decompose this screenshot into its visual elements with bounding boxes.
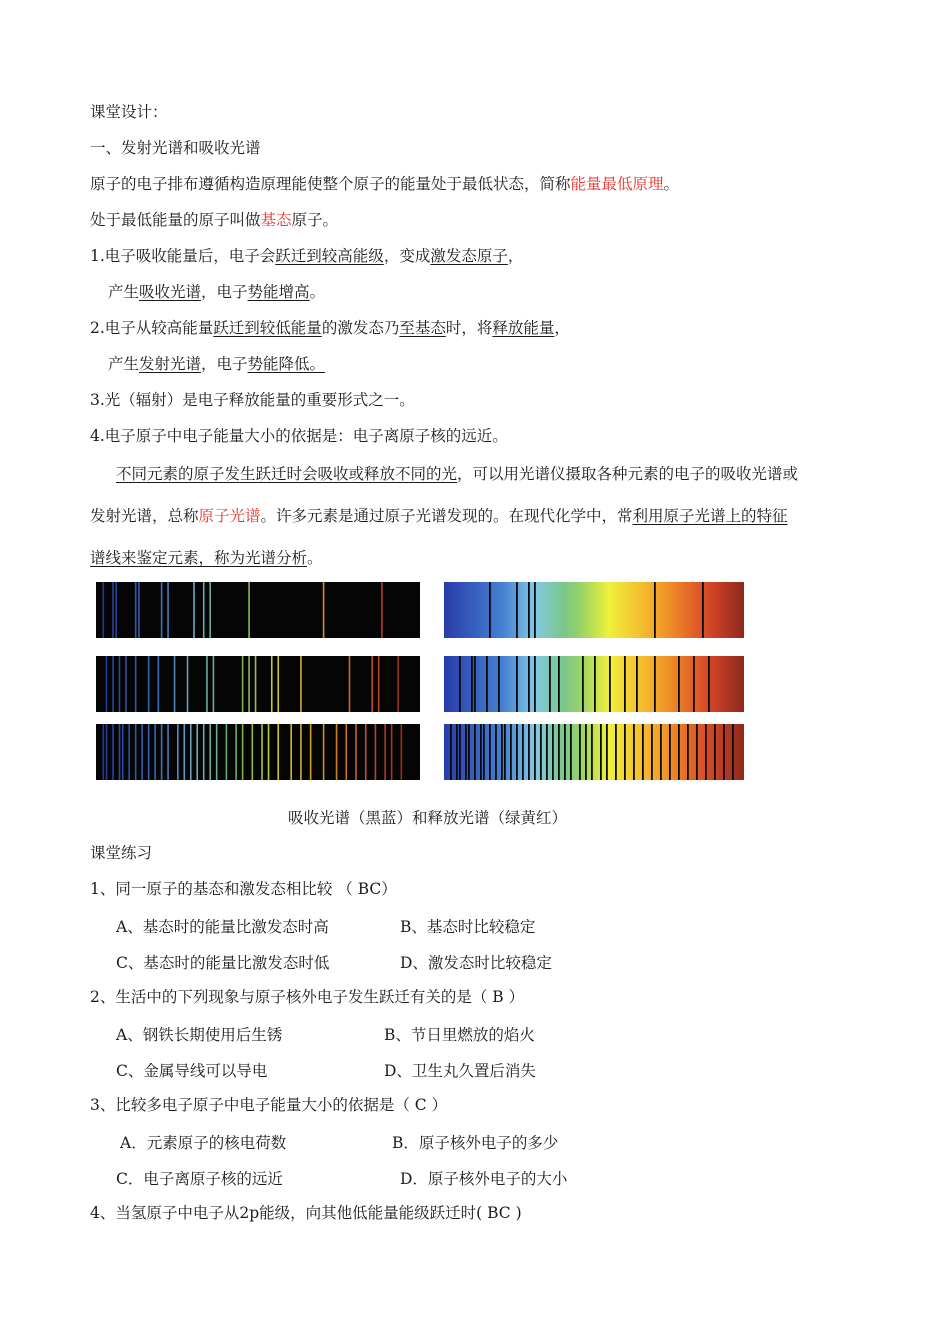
spectral-line — [206, 656, 208, 712]
spectral-line — [213, 656, 215, 712]
p2b-underline-1: 发射光谱 — [139, 355, 202, 373]
spectral-line — [349, 656, 351, 712]
spectral-line — [606, 724, 608, 780]
spectral-line — [654, 582, 656, 638]
absorption-spectrum-3 — [96, 724, 420, 780]
spectral-line — [248, 656, 250, 712]
q1-option-a: A、基态时的能量比激发态时高 — [116, 918, 329, 936]
spectral-line — [468, 724, 470, 780]
spectral-line — [135, 582, 137, 638]
spectral-line — [585, 724, 587, 780]
spectral-line — [522, 724, 524, 780]
spectral-line — [516, 656, 518, 712]
spectral-line — [558, 724, 560, 780]
spectral-line — [158, 656, 160, 712]
spectral-line — [255, 656, 257, 712]
point-3: 3.光（辐射）是电子释放能量的重要形式之一。 — [90, 391, 415, 409]
spectral-line — [495, 724, 497, 780]
spectral-line — [242, 656, 244, 712]
spectral-line — [381, 582, 383, 638]
spectral-line — [209, 582, 211, 638]
para-text-3: 。许多元素是通过原子光谱发现的。在现代化学中，常 — [260, 507, 633, 525]
spectral-line — [552, 724, 554, 780]
practice-title: 课堂练习 — [90, 844, 153, 862]
spectral-line — [209, 724, 211, 780]
spectral-line — [167, 724, 169, 780]
spectral-line — [122, 724, 124, 780]
q1-option-c: C、基态时的能量比激发态时低 — [116, 954, 330, 972]
spectral-line — [102, 582, 104, 638]
spectral-line — [687, 724, 689, 780]
p2b-text-2: ，电子 — [201, 355, 248, 373]
spectral-line — [401, 724, 403, 780]
para-text-2: 发射光谱，总称 — [90, 507, 199, 525]
point-2 — [90, 318, 570, 338]
p2-text: 2.电子从较高能量 — [90, 319, 214, 337]
emission-spectrum-3 — [444, 724, 744, 780]
question-3: 3、比较多电子原子中电子能量大小的依据是（ C ） — [90, 1096, 448, 1114]
spectral-line — [128, 724, 130, 780]
spectral-line — [669, 724, 671, 780]
spectral-line — [459, 724, 461, 780]
emission-spectrum-2 — [444, 656, 744, 712]
spectral-line — [261, 724, 263, 780]
spectral-line — [582, 656, 584, 712]
spectral-line — [310, 724, 312, 780]
p2b-text: 产生 — [108, 355, 140, 373]
spectral-line — [183, 724, 185, 780]
spectral-line — [624, 656, 626, 712]
point-1-cont — [108, 282, 325, 302]
spectral-line — [371, 656, 373, 712]
p2-underline-1: 跃迁到较低能量 — [213, 319, 322, 337]
spectral-line — [591, 724, 593, 780]
spectral-line — [226, 724, 228, 780]
spectral-line — [106, 656, 108, 712]
lowest-energy-principle: 能量最低原理 — [570, 175, 664, 193]
spectral-line — [148, 656, 150, 712]
spectral-line — [216, 724, 218, 780]
intro1-text: 原子的电子排布遵循构造原理能使整个原子的能量处于最低状态，简称 — [90, 175, 571, 193]
spectral-line — [534, 582, 536, 638]
p1b-underline-1: 吸收光谱 — [139, 283, 202, 301]
spectral-line — [654, 656, 656, 712]
p2-text-2: 的激发态乃 — [321, 319, 400, 337]
spectral-line — [498, 656, 500, 712]
spectral-line — [397, 656, 399, 712]
q3-option-b: B．原子核外电子的多少 — [392, 1134, 559, 1152]
intro1-end: 。 — [663, 175, 680, 193]
spectral-line — [384, 724, 386, 780]
q2-option-b: B、节日里燃放的焰火 — [384, 1026, 535, 1044]
spectral-line — [119, 724, 121, 780]
spectral-line — [375, 724, 377, 780]
point-2-cont — [108, 354, 325, 374]
spectral-line — [112, 724, 114, 780]
p1b-underline-2: 势能增高 — [247, 283, 310, 301]
spectral-line — [549, 656, 551, 712]
para-underline-2: 利用原子光谱上的特征 — [632, 507, 788, 525]
spectral-line — [534, 724, 536, 780]
spectral-line — [290, 724, 292, 780]
p1-text-2: ，变成 — [383, 247, 431, 265]
question-1: 1、同一原子的基态和激发态相比较 （ BC） — [90, 880, 397, 898]
spectral-line — [510, 724, 512, 780]
p1-underline-2: 激发态原子 — [430, 247, 508, 265]
spectral-line — [277, 656, 279, 712]
intro-line-2 — [90, 210, 338, 230]
spectral-line — [141, 724, 143, 780]
p2b-underline-2: 势能降低。 — [247, 355, 326, 373]
spectral-line — [474, 656, 476, 712]
spectral-line — [540, 724, 542, 780]
spectral-line — [138, 582, 140, 638]
intro2-end: 原子。 — [291, 211, 339, 229]
spectral-line — [516, 582, 518, 638]
question-2: 2、生活中的下列现象与原子核外电子发生跃迁有关的是（ B ） — [90, 988, 525, 1006]
spectral-line — [594, 656, 596, 712]
spectral-line — [148, 724, 150, 780]
spectral-line — [636, 656, 638, 712]
intro2-text: 处于最低能量的原子叫做 — [90, 211, 261, 229]
spectral-line — [235, 724, 237, 780]
spectral-line — [702, 582, 704, 638]
spectral-line — [471, 656, 473, 712]
spectral-line — [696, 724, 698, 780]
spectral-line — [125, 656, 127, 712]
spectral-line — [609, 656, 611, 712]
spectral-line — [489, 724, 491, 780]
spectral-line — [187, 656, 189, 712]
spectral-line — [504, 724, 506, 780]
spectral-line — [615, 724, 617, 780]
spectral-line — [355, 724, 357, 780]
section1-title: 一、发射光谱和吸收光谱 — [90, 139, 261, 157]
spectral-line — [277, 724, 279, 780]
p1b-text-3: 。 — [309, 283, 326, 301]
spectral-line — [714, 724, 716, 780]
spectral-line — [651, 724, 653, 780]
spectral-line — [167, 582, 169, 638]
spectral-line — [600, 724, 602, 780]
spectral-line — [708, 656, 710, 712]
spectral-line — [693, 656, 695, 712]
p2-text-4: ， — [554, 319, 570, 337]
spectral-line — [528, 582, 530, 638]
intro-line-1 — [90, 174, 679, 194]
spectral-line — [135, 656, 137, 712]
spectral-line — [300, 656, 302, 712]
spectral-line — [705, 724, 707, 780]
spectral-line — [193, 582, 195, 638]
p1b-text-2: ，电子 — [201, 283, 248, 301]
spectral-line — [119, 656, 121, 712]
spectral-line — [196, 724, 198, 780]
p1b-text: 产生 — [108, 283, 140, 301]
spectral-line — [534, 656, 536, 712]
spectral-line — [112, 656, 114, 712]
paragraph-line-2 — [90, 504, 865, 526]
spectral-line — [465, 724, 467, 780]
spectrum-background — [96, 724, 420, 780]
spectral-line — [112, 582, 114, 638]
q3-option-d: D．原子核外电子的大小 — [400, 1170, 568, 1188]
spectral-line — [248, 582, 250, 638]
spectral-line — [489, 582, 491, 638]
spectral-line — [486, 656, 488, 712]
spectral-line — [365, 724, 367, 780]
spectral-line — [268, 724, 270, 780]
spectral-line — [564, 724, 566, 780]
spectral-line — [271, 656, 273, 712]
spectral-line — [516, 724, 518, 780]
spectral-line — [174, 656, 176, 712]
spectral-line — [723, 724, 725, 780]
point-1 — [90, 246, 523, 266]
q3-option-a: A．元素原子的核电荷数 — [120, 1134, 287, 1152]
q2-option-a: A、钢铁长期使用后生锈 — [116, 1026, 283, 1044]
p2-underline-2: 至基态 — [399, 319, 446, 337]
spectral-line — [501, 724, 503, 780]
spectral-line — [483, 724, 485, 780]
spectral-line — [456, 724, 458, 780]
p2-text-3: 时，将 — [445, 319, 493, 337]
spectral-line — [161, 582, 163, 638]
spectral-line — [678, 724, 680, 780]
spectral-line — [203, 582, 205, 638]
spectral-line — [323, 724, 325, 780]
spectral-line — [480, 724, 482, 780]
spectral-line — [336, 724, 338, 780]
spectral-line — [252, 724, 254, 780]
absorption-spectrum-2 — [96, 656, 420, 712]
spectral-line — [161, 724, 163, 780]
q3-option-c: C．电子离原子核的远近 — [116, 1170, 283, 1188]
spectral-line — [579, 724, 581, 780]
para-text-1: ，可以用光谱仪摄取各种元素的电子的吸收光谱或 — [457, 465, 799, 483]
spectral-line — [378, 656, 380, 712]
p2-underline-3: 释放能量 — [492, 319, 555, 337]
spectral-line — [203, 724, 205, 780]
p1-underline-1: 跃迁到较高能级 — [275, 247, 384, 265]
spectral-line — [570, 724, 572, 780]
spectral-line — [242, 724, 244, 780]
p1-text-3: ， — [507, 247, 524, 265]
spectral-line — [528, 656, 530, 712]
question-4: 4、当氢原子中电子从2p能级，向其他低能量能级跃迁时( BC ) — [90, 1204, 522, 1222]
atomic-spectrum-term: 原子光谱 — [198, 507, 261, 525]
spectral-line — [115, 582, 117, 638]
spectral-line — [106, 724, 108, 780]
spectral-line — [660, 724, 662, 780]
spectral-line — [459, 656, 461, 712]
para-text-4: 。 — [307, 549, 323, 567]
spectral-line — [154, 724, 156, 780]
q2-option-c: C、金属导线可以导电 — [116, 1062, 268, 1080]
ground-state-term: 基态 — [260, 211, 292, 229]
spectral-line — [678, 656, 680, 712]
spectral-line — [642, 724, 644, 780]
spectral-line — [323, 582, 325, 638]
spectral-line — [546, 724, 548, 780]
spectrum-background — [96, 582, 420, 638]
p1-text: 1.电子吸收能量后，电子会 — [90, 247, 276, 265]
paragraph-line-3 — [90, 546, 865, 568]
para-underline-3: 谱线来鉴定元素，称为光谱分析 — [90, 549, 308, 567]
q1-option-d: D、激发态时比较稳定 — [400, 954, 552, 972]
q2-option-d: D、卫生丸久置后消失 — [384, 1062, 536, 1080]
spectral-line — [135, 724, 137, 780]
spectral-line — [300, 724, 302, 780]
spectral-line — [558, 656, 560, 712]
spectral-line — [345, 724, 347, 780]
figure-caption: 吸收光谱（黑蓝）和释放光谱（绿黄红） — [287, 809, 567, 827]
absorption-spectrum-1 — [96, 582, 420, 638]
spectral-line — [474, 724, 476, 780]
spectral-line — [450, 724, 452, 780]
spectral-line — [177, 724, 179, 780]
spectral-line — [102, 724, 104, 780]
spectral-line — [732, 724, 734, 780]
para-underline-1: 不同元素的原子发生跃迁时会吸收或释放不同的光 — [116, 465, 458, 483]
spectral-line — [528, 724, 530, 780]
paragraph-line-1 — [116, 462, 891, 484]
spectral-line — [190, 724, 192, 780]
spectral-line — [391, 724, 393, 780]
spectral-line — [624, 724, 626, 780]
design-title: 课堂设计： — [90, 103, 168, 121]
point-4: 4.电子原子中电子能量大小的依据是：电子离原子核的远近。 — [90, 427, 508, 445]
q1-option-b: B、基态时比较稳定 — [400, 918, 536, 936]
spectral-line — [633, 724, 635, 780]
emission-spectrum-1 — [444, 582, 744, 638]
